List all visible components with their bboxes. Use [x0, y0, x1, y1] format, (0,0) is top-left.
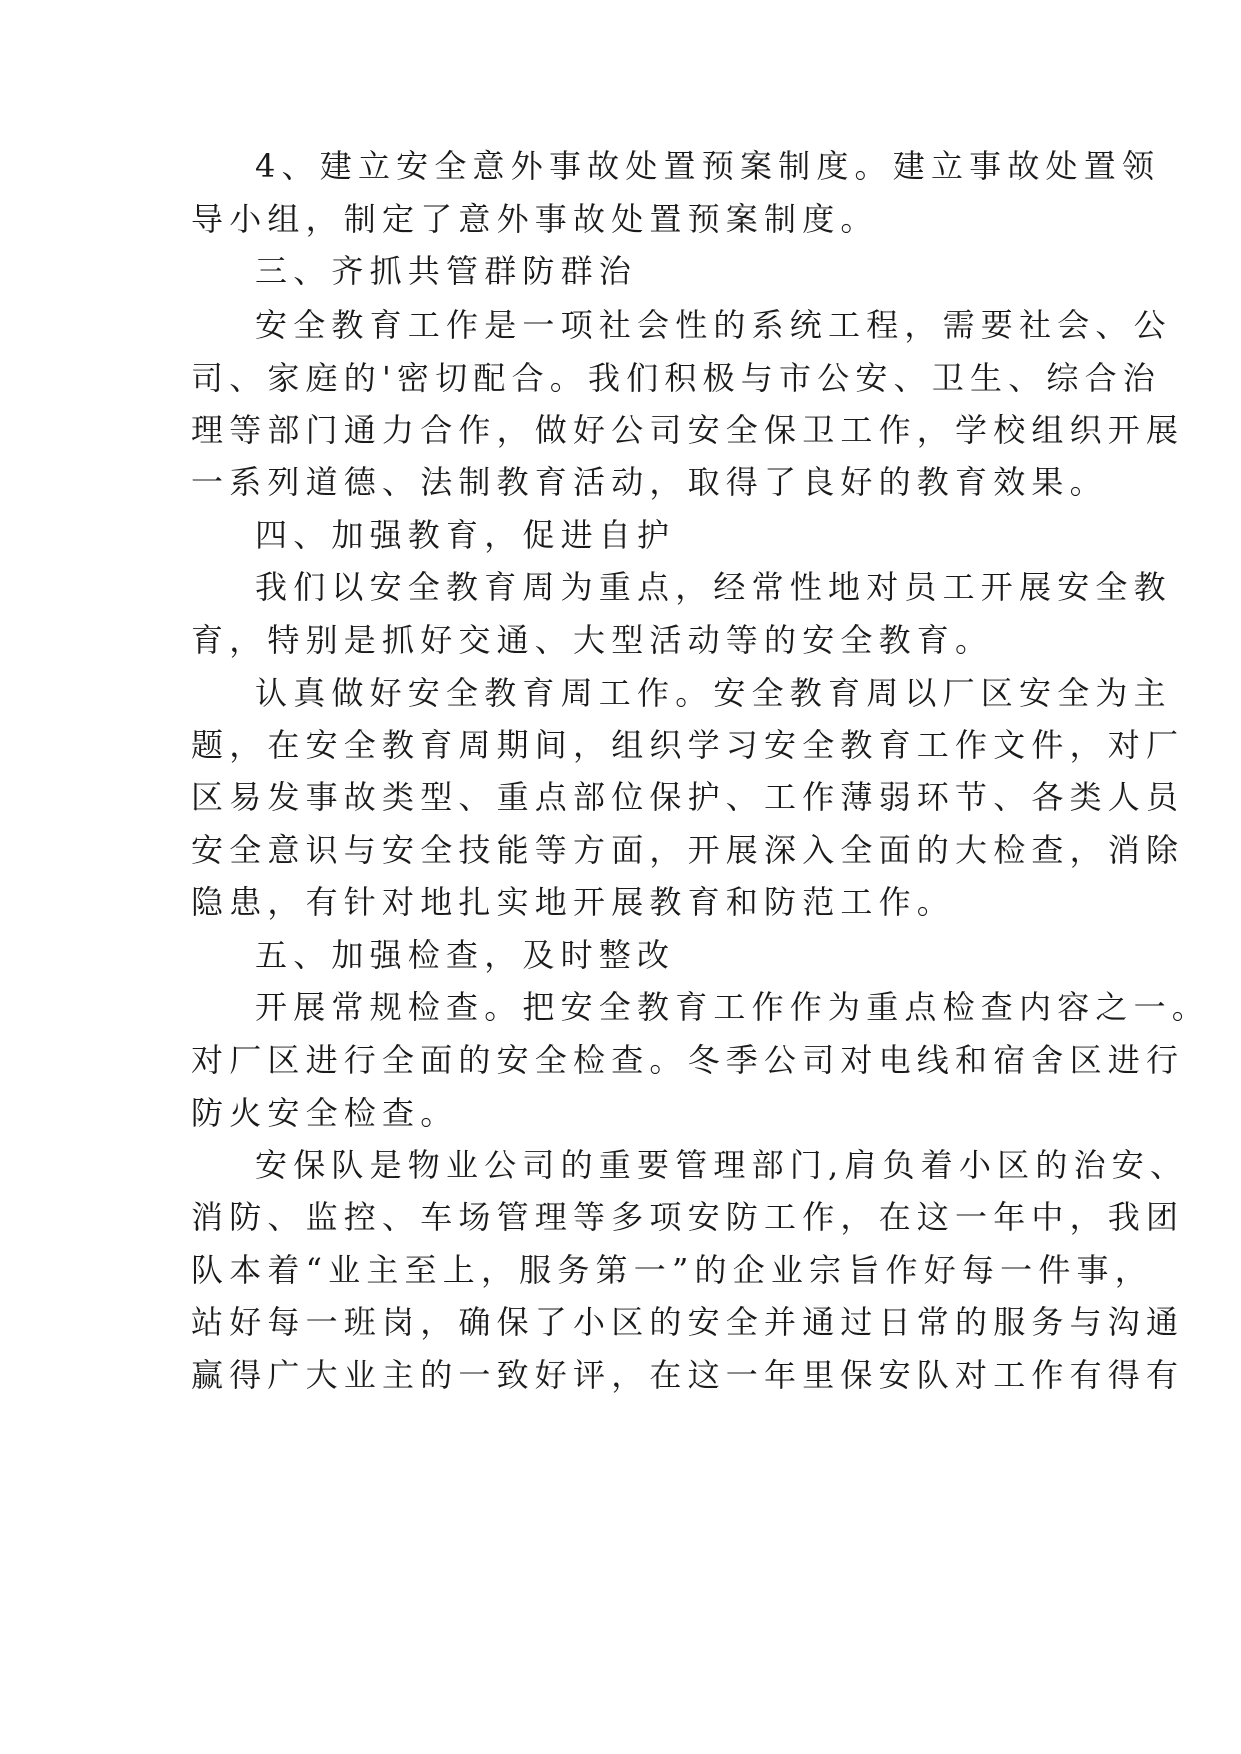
paragraph-line: 一系列道德、法制教育活动，取得了良好的教育效果。	[191, 463, 1108, 501]
paragraph-line: 消防、监控、车场管理等多项安防工作，在这一年中，我团	[191, 1198, 1185, 1236]
paragraph-line: 赢得广大业主的一致好评，在这一年里保安队对工作有得有	[191, 1356, 1185, 1394]
paragraph-line: 站好每一班岗，确保了小区的安全并通过日常的服务与沟通	[191, 1303, 1185, 1341]
paragraph-line: 区易发事故类型、重点部位保护、工作薄弱环节、各类人员	[191, 778, 1185, 816]
section-heading: 四、加强教育，促进自护	[255, 516, 676, 554]
paragraph-line: 我们以安全教育周为重点，经常性地对员工开展安全教	[255, 568, 1172, 606]
paragraph-line: 导小组，制定了意外事故处置预案制度。	[191, 200, 879, 238]
paragraph-line: 司、家庭的'密切配合。我们积极与市公安、卫生、综合治	[191, 359, 1161, 397]
paragraph-line: 对厂区进行全面的安全检查。冬季公司对电线和宿舍区进行	[191, 1041, 1185, 1079]
paragraph-line: 理等部门通力合作，做好公司安全保卫工作，学校组织开展	[191, 411, 1185, 449]
paragraph-line: 安全教育工作是一项社会性的系统工程，需要社会、公	[255, 306, 1172, 344]
paragraph-line: 隐患，有针对地扎实地开展教育和防范工作。	[191, 883, 956, 921]
paragraph-line: 队本着“业主至上，服务第一”的企业宗旨作好每一件事，	[191, 1251, 1153, 1289]
paragraph-line: 育，特别是抓好交通、大型活动等的安全教育。	[191, 621, 994, 659]
section-heading: 三、齐抓共管群防群治	[255, 252, 638, 290]
paragraph-line: 开展常规检查。把安全教育工作作为重点检查内容之一。	[255, 988, 1211, 1026]
paragraph-line: 防火安全检查。	[191, 1094, 459, 1132]
paragraph-line: 题，在安全教育周期间，组织学习安全教育工作文件，对厂	[191, 726, 1185, 764]
section-heading: 五、加强检查，及时整改	[255, 936, 676, 974]
paragraph-line: 认真做好安全教育周工作。安全教育周以厂区安全为主	[255, 674, 1172, 712]
paragraph-line: 安全意识与安全技能等方面，开展深入全面的大检查，消除	[191, 831, 1185, 869]
paragraph-line: 安保队是物业公司的重要管理部门,肩负着小区的治安、	[255, 1146, 1189, 1184]
paragraph-line: 4、建立安全意外事故处置预案制度。建立事故处置领	[255, 147, 1161, 185]
